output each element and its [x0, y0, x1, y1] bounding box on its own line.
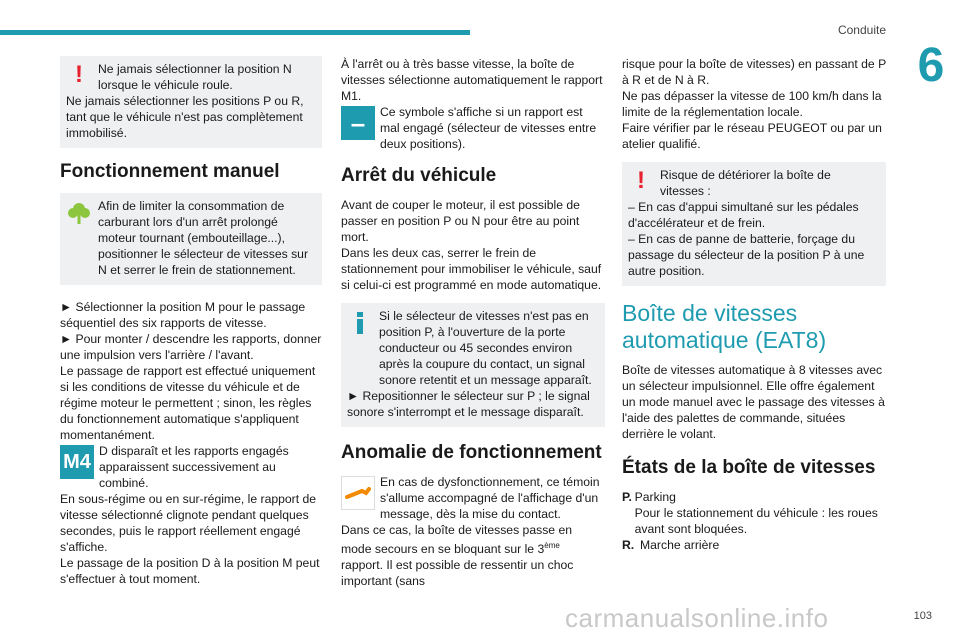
warning-box — [60, 56, 322, 148]
chapter-number: 6 — [917, 39, 945, 92]
column-3 — [622, 56, 886, 553]
list-item — [622, 489, 886, 537]
intro-text: À l'arrêt ou à très basse vitesse, la boîte de vitesses sélectionne automatiquement le rapport M1. — [341, 57, 603, 103]
dash-symbol-text: Ce symbole s'affiche si un rapport est mal engagé (sélecteur de vitesses entre deux positions). — [380, 105, 597, 151]
warning-item: – En cas de panne de batterie, forçage du passage du sélecteur de la position P à une autre position. — [628, 232, 865, 278]
fault-text-sup: ème — [544, 541, 560, 550]
body-paragraph: En sous-régime ou en sur-régime, le rapport de vitesse sélectionné clignote pendant quelques secondes, puis le rapport réellement engagé s'affiche. — [60, 492, 317, 554]
eat8-text: Boîte de vitesses automatique à 8 vitesses avec un sélecteur impulsionnel. Elle offre également un mode manuel avec le passage des vitesses à l'aide des palettes de commande, situées derrière le volant. — [622, 363, 885, 441]
fault-text-start: Dans ce cas, la boîte de vitesses passe en mode secours en se bloquant sur le 3 — [341, 523, 573, 557]
state-desc: Pour le stationnement du véhicule : les roues avant sont bloquées. — [634, 506, 878, 536]
fault-text — [341, 522, 605, 589]
header-accent-bar — [0, 30, 470, 35]
heading-eat8: Boîte de vitesses automatique (EAT8) — [622, 300, 827, 353]
wrench-fault-icon — [341, 476, 375, 510]
warning-line-2: Ne jamais sélectionner les positions P ou R, tant que le véhicule n'est pas complètement immobilisé. — [66, 94, 304, 140]
state-label: Parking — [634, 490, 676, 504]
heading-malfunction: Anomalie de fonctionnement — [341, 442, 602, 463]
warning-title: Risque de détériorer la boîte de vitesses : — [660, 168, 831, 198]
state-term: R. — [622, 538, 635, 552]
body-paragraph: ► Pour monter / descendre les rapports, donner une impulsion vers l'arrière / l'avant. — [60, 332, 322, 362]
state-term: P. — [622, 490, 632, 504]
column-2 — [341, 56, 605, 589]
warning-exclamation-icon: ! — [75, 61, 83, 88]
info-icon — [347, 310, 373, 336]
heading-manual-mode: Fonctionnement manuel — [60, 161, 280, 182]
states-list — [622, 489, 886, 553]
stop-text: Dans les deux cas, serrer le frein de stationnement pour immobiliser le véhicule, sauf si celui-ci est programmé en mode automatique. — [341, 246, 602, 292]
eco-tree-icon — [66, 200, 92, 226]
heading-gearbox-states: États de la boîte de vitesses — [622, 457, 876, 478]
list-item — [622, 537, 886, 553]
info-box — [341, 303, 605, 427]
gear-m4-icon: M4 — [60, 445, 94, 479]
fault-text-end: rapport. Il est possible de ressentir un choc important (sans — [341, 558, 574, 589]
info-text-1: Si le sélecteur de vitesses n'est pas en position P, à l'ouverture de la porte conducteur ou 45 secondes environ après la coupure du contact, un signal sonore retentit et un message apparaît. — [379, 309, 592, 387]
body-paragraph: Le passage de rapport est effectué uniquement si les conditions de vitesse du véhicule et de régime moteur le permettent ; sinon, les règles du fonctionnement automatique s'appliquent momentanément. — [60, 364, 316, 442]
body-paragraph: Le passage de la position D à la position M peut s'effectuer à tout moment. — [60, 556, 320, 586]
eco-box — [60, 193, 322, 285]
eco-text: Afin de limiter la consommation de carburant lors d'un arrêt prolongé moteur tournant (embouteillage...), positionner le sélecteur de vitesses sur N et serrer le frein de stationnement. — [98, 199, 309, 277]
cont-text: risque pour la boîte de vitesses) en passant de P à R et de N à R. — [622, 57, 887, 87]
page-number: 103 — [913, 610, 932, 622]
stop-text: Avant de couper le moteur, il est possible de passer en position P ou N pour être au point mort. — [341, 198, 580, 244]
heading-vehicle-stop: Arrêt du véhicule — [341, 165, 497, 186]
watermark: carmanualsonline.info — [565, 603, 829, 633]
column-1 — [60, 56, 322, 587]
warning-line-1: Ne jamais sélectionner la position N lorsque le véhicule roule. — [98, 62, 292, 92]
warning-exclamation-icon: ! — [637, 167, 645, 194]
warning-item: – En cas d'appui simultané sur les pédales d'accélérateur et de frein. — [628, 200, 859, 230]
warning-box — [622, 162, 886, 286]
cont-text: Ne pas dépasser la vitesse de 100 km/h dans la limite de la réglementation locale. — [622, 89, 882, 119]
state-label: Marche arrière — [640, 538, 720, 552]
info-text-2: ► Repositionner le sélecteur sur P ; le signal sonore s'interrompt et le message disparaît. — [347, 389, 590, 419]
section-title: Conduite — [837, 23, 886, 37]
fault-symbol-text: En cas de dysfonctionnement, ce témoin s'allume accompagné de l'affichage d'un message, dès la mise du contact. — [380, 475, 600, 521]
m4-symbol-text: D disparaît et les rapports engagés apparaissent successivement au combiné. — [99, 444, 289, 490]
cont-text: Faire vérifier par le réseau PEUGEOT ou par un atelier qualifié. — [622, 121, 882, 151]
body-paragraph: ► Sélectionner la position M pour le passage séquentiel des six rapports de vitesse. — [60, 300, 306, 330]
dash-gear-icon: – — [341, 106, 375, 140]
